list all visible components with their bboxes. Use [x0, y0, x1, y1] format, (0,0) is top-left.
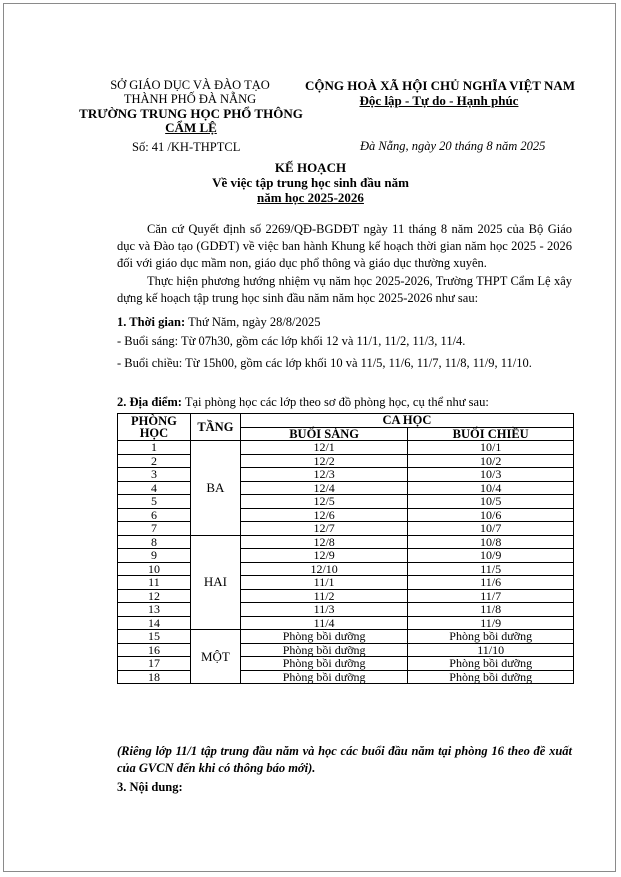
floor-cell: BA — [190, 441, 240, 536]
afternoon-class-cell: 10/7 — [408, 522, 574, 536]
room-number-cell: 2 — [118, 454, 191, 468]
table-row — [118, 454, 574, 468]
special-note: (Riêng lớp 11/1 tập trung đầu năm và học các buổi đầu năm tại phòng 16 theo đề xuất của GVCN đến khi có thông báo mới). — [117, 744, 572, 775]
table-row — [118, 589, 574, 603]
morning-class-cell: 11/4 — [240, 616, 408, 630]
table-row — [118, 508, 574, 522]
school-name-line-1: TRƯỜNG TRUNG HỌC PHỔ THÔNG — [79, 106, 303, 121]
table-row — [118, 670, 574, 684]
room-number-cell: 12 — [118, 589, 191, 603]
afternoon-class-cell: 11/9 — [408, 616, 574, 630]
place-date: Đà Nẵng, ngày 20 tháng 8 năm 2025 — [360, 139, 546, 153]
room-number-cell: 17 — [118, 657, 191, 671]
room-number-cell: 11 — [118, 576, 191, 590]
section-time — [117, 315, 321, 330]
agency-line-1: SỞ GIÁO DỤC VÀ ĐÀO TẠO — [110, 78, 270, 92]
document-subtitle-2 — [0, 190, 621, 206]
room-number-cell: 4 — [118, 481, 191, 495]
section-location-value: Tại phòng học các lớp theo sơ đồ phòng học, cụ thể như sau: — [181, 395, 489, 409]
afternoon-class-cell: 10/9 — [408, 549, 574, 563]
afternoon-class-cell: Phòng bồi dưỡng — [408, 657, 574, 671]
afternoon-class-cell: Phòng bồi dưỡng — [408, 670, 574, 684]
table-row — [118, 603, 574, 617]
afternoon-class-cell: 11/5 — [408, 562, 574, 576]
afternoon-class-cell: 10/3 — [408, 468, 574, 482]
afternoon-class-cell: Phòng bồi dưỡng — [408, 630, 574, 644]
morning-class-cell: 12/9 — [240, 549, 408, 563]
floor-cell: MỘT — [190, 630, 240, 684]
room-rows — [118, 441, 574, 684]
section-time-value: Thứ Năm, ngày 28/8/2025 — [185, 315, 321, 329]
header-shift: CA HỌC — [240, 414, 573, 428]
purpose-paragraph: Thực hiện phương hướng nhiệm vụ năm học 2025-2026, Trường THPT Cẩm Lệ xây dựng kế hoạch tập trung học sinh đầu năm năm học 2025-2026 như sau: — [117, 274, 572, 305]
morning-class-cell: 11/3 — [240, 603, 408, 617]
agency-name — [95, 78, 285, 93]
section-content-heading: 3. Nội dung: — [117, 780, 183, 794]
afternoon-class-cell: 11/7 — [408, 589, 574, 603]
afternoon-class-cell: 10/1 — [408, 441, 574, 455]
afternoon-class-cell: 10/8 — [408, 535, 574, 549]
afternoon-class-cell: 11/6 — [408, 576, 574, 590]
motto-wrap — [305, 93, 573, 109]
room-number-cell: 9 — [118, 549, 191, 563]
section-location-heading: 2. Địa điểm: — [117, 395, 182, 409]
school-name-text: CẨM LỆ — [165, 120, 217, 135]
school-name-line-2 — [78, 120, 304, 136]
morning-class-cell: 12/1 — [240, 441, 408, 455]
motto: Độc lập - Tự do - Hạnh phúc — [359, 93, 519, 108]
afternoon-class-cell: 10/4 — [408, 481, 574, 495]
room-number-cell: 3 — [118, 468, 191, 482]
table-row — [118, 616, 574, 630]
room-number-cell: 16 — [118, 643, 191, 657]
agency-city — [95, 92, 285, 107]
table-row — [118, 495, 574, 509]
table-row — [118, 441, 574, 455]
room-number-cell: 8 — [118, 535, 191, 549]
document-subtitle: Về việc tập trung học sinh đầu năm — [212, 175, 409, 190]
afternoon-class-cell: 10/2 — [408, 454, 574, 468]
morning-schedule: - Buổi sáng: Từ 07h30, gồm các lớp khối 12 và 11/1, 11/2, 11/3, 11/4. — [117, 334, 466, 348]
room-number-cell: 6 — [118, 508, 191, 522]
table-row — [118, 522, 574, 536]
room-assignment-table — [117, 413, 574, 684]
table-row — [118, 481, 574, 495]
morning-class-cell: 12/8 — [240, 535, 408, 549]
room-number-cell: 1 — [118, 441, 191, 455]
section-location — [117, 395, 489, 410]
table-row — [118, 643, 574, 657]
morning-class-cell: Phòng bồi dưỡng — [240, 670, 408, 684]
header-floor: TẦNG — [190, 414, 240, 441]
room-number-cell: 14 — [118, 616, 191, 630]
table-row — [118, 468, 574, 482]
morning-class-cell: 12/2 — [240, 454, 408, 468]
afternoon-class-cell: 10/5 — [408, 495, 574, 509]
morning-class-cell: Phòng bồi dưỡng — [240, 643, 408, 657]
document-number: Số: 41 /KH-THPTCL — [132, 140, 241, 154]
afternoon-class-cell: 11/8 — [408, 603, 574, 617]
morning-class-cell: 12/3 — [240, 468, 408, 482]
floor-cell: HAI — [190, 535, 240, 630]
morning-class-cell: 11/1 — [240, 576, 408, 590]
afternoon-class-cell: 11/10 — [408, 643, 574, 657]
morning-class-cell: 12/10 — [240, 562, 408, 576]
morning-class-cell: Phòng bồi dưỡng — [240, 630, 408, 644]
header-room-line-1: PHÒNG — [131, 414, 177, 428]
table-row — [118, 630, 574, 644]
afternoon-class-cell: 10/6 — [408, 508, 574, 522]
morning-class-cell: 12/5 — [240, 495, 408, 509]
morning-class-cell: Phòng bồi dưỡng — [240, 657, 408, 671]
room-number-cell: 15 — [118, 630, 191, 644]
header-room-line-2: HỌC — [139, 426, 169, 440]
room-number-cell: 10 — [118, 562, 191, 576]
document-title: KẾ HOẠCH — [274, 160, 347, 175]
nation-name: CỘNG HOÀ XÃ HỘI CHỦ NGHĨA VIỆT NAM — [305, 78, 576, 93]
table-row — [118, 576, 574, 590]
morning-class-cell: 11/2 — [240, 589, 408, 603]
school-year: năm học 2025-2026 — [257, 190, 364, 205]
table-row — [118, 549, 574, 563]
room-number-cell: 13 — [118, 603, 191, 617]
room-number-cell: 5 — [118, 495, 191, 509]
section-time-heading: 1. Thời gian: — [117, 315, 186, 329]
afternoon-schedule: - Buổi chiều: Từ 15h00, gồm các lớp khối 10 và 11/5, 11/6, 11/7, 11/8, 11/9, 11/10. — [117, 356, 532, 370]
table-row — [118, 562, 574, 576]
header-morning: BUỔI SÁNG — [240, 427, 408, 441]
legal-basis-paragraph: Căn cứ Quyết định số 2269/QĐ-BGDĐT ngày 11 tháng 8 năm 2025 của Bộ Giáo dục và Đào tạo (GDĐT) về việc ban hành Khung kế hoạch thời gian năm học 2025 - 2026 đối với giáo dục mầm non, giáo dục phổ thông và giáo dục thường xuyên. — [117, 222, 572, 270]
room-number-cell: 7 — [118, 522, 191, 536]
room-number-cell: 18 — [118, 670, 191, 684]
morning-class-cell: 12/4 — [240, 481, 408, 495]
morning-class-cell: 12/6 — [240, 508, 408, 522]
morning-class-cell: 12/7 — [240, 522, 408, 536]
table-row — [118, 535, 574, 549]
header-afternoon: BUỔI CHIỀU — [408, 427, 574, 441]
agency-line-2: THÀNH PHỐ ĐÀ NẴNG — [123, 92, 257, 106]
header-room — [118, 414, 191, 441]
table-row — [118, 657, 574, 671]
